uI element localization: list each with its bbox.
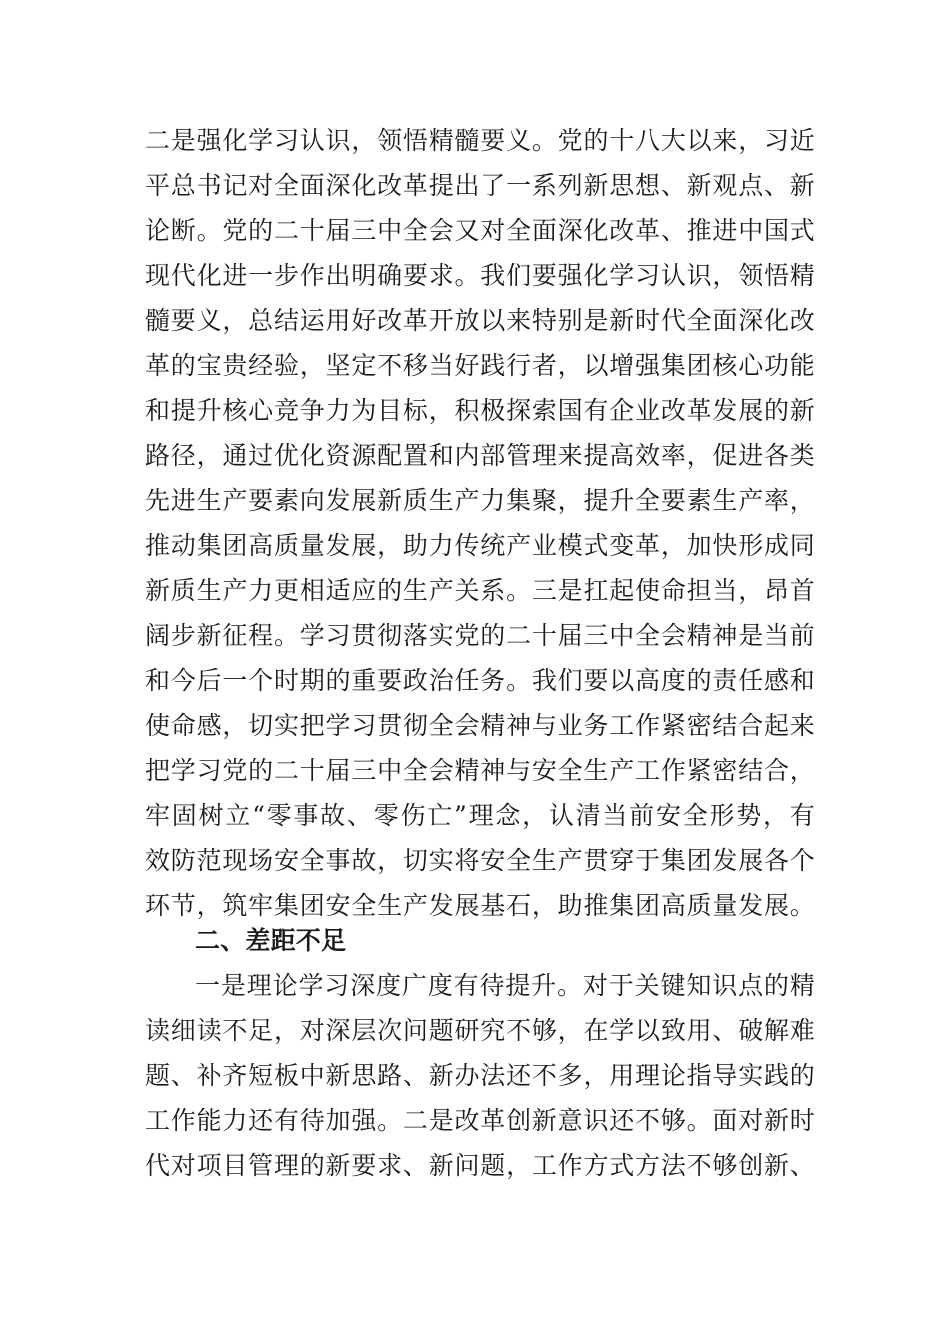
paragraph-line: 把学习党的二十届三中全会精神与安全生产工作紧密结合， bbox=[145, 756, 815, 785]
paragraph-line: 一是理论学习深度广度有待提升。对于关键知识点的精 bbox=[195, 971, 815, 1000]
paragraph-line: 效防范现场安全事故，切实将安全生产贯穿于集团发展各个 bbox=[145, 846, 815, 875]
paragraph-line: 工作能力还有待加强。二是改革创新意识还不够。面对新时 bbox=[145, 1106, 815, 1135]
paragraph-line: 代对项目管理的新要求、新问题，工作方式方法不够创新、 bbox=[145, 1151, 815, 1180]
paragraph-line: 平总书记对全面深化改革提出了一系列新思想、新观点、新 bbox=[145, 171, 815, 200]
paragraph-line: 牢固树立“零事故、零伤亡”理念，认清当前安全形势，有 bbox=[145, 801, 815, 830]
paragraph-line: 和今后一个时期的重要政治任务。我们要以高度的责任感和 bbox=[145, 666, 815, 695]
paragraph-line: 二是强化学习认识，领悟精髓要义。党的十八大以来，习近 bbox=[145, 126, 815, 155]
paragraph-line: 现代化进一步作出明确要求。我们要强化学习认识，领悟精 bbox=[145, 261, 815, 290]
section-heading: 二、差距不足 bbox=[195, 926, 347, 955]
paragraph-line: 路径，通过优化资源配置和内部管理来提高效率，促进各类 bbox=[145, 441, 815, 470]
paragraph-line: 使命感，切实把学习贯彻全会精神与业务工作紧密结合起来 bbox=[145, 711, 815, 740]
paragraph-line: 阔步新征程。学习贯彻落实党的二十届三中全会精神是当前 bbox=[145, 621, 815, 650]
paragraph-line: 读细读不足，对深层次问题研究不够，在学以致用、破解难 bbox=[145, 1016, 815, 1045]
paragraph-line: 论断。党的二十届三中全会又对全面深化改革、推进中国式 bbox=[145, 216, 815, 245]
paragraph-line: 髓要义，总结运用好改革开放以来特别是新时代全面深化改 bbox=[145, 306, 815, 335]
paragraph-reform-study bbox=[145, 118, 815, 928]
paragraph-line: 题、补齐短板中新思路、新办法还不多，用理论指导实践的 bbox=[145, 1061, 815, 1090]
paragraph-line: 和提升核心竞争力为目标，积极探索国有企业改革发展的新 bbox=[145, 396, 815, 425]
paragraph-line: 环节，筑牢集团安全生产发展基石，助推集团高质量发展。 bbox=[145, 891, 815, 920]
paragraph-line: 革的宝贵经验，坚定不移当好践行者，以增强集团核心功能 bbox=[145, 351, 815, 380]
section-gaps bbox=[145, 918, 815, 1188]
paragraph-line: 先进生产要素向发展新质生产力集聚，提升全要素生产率， bbox=[145, 486, 815, 515]
paragraph-line: 推动集团高质量发展，助力传统产业模式变革，加快形成同 bbox=[145, 531, 815, 560]
paragraph-line: 新质生产力更相适应的生产关系。三是扛起使命担当，昂首 bbox=[145, 576, 815, 605]
